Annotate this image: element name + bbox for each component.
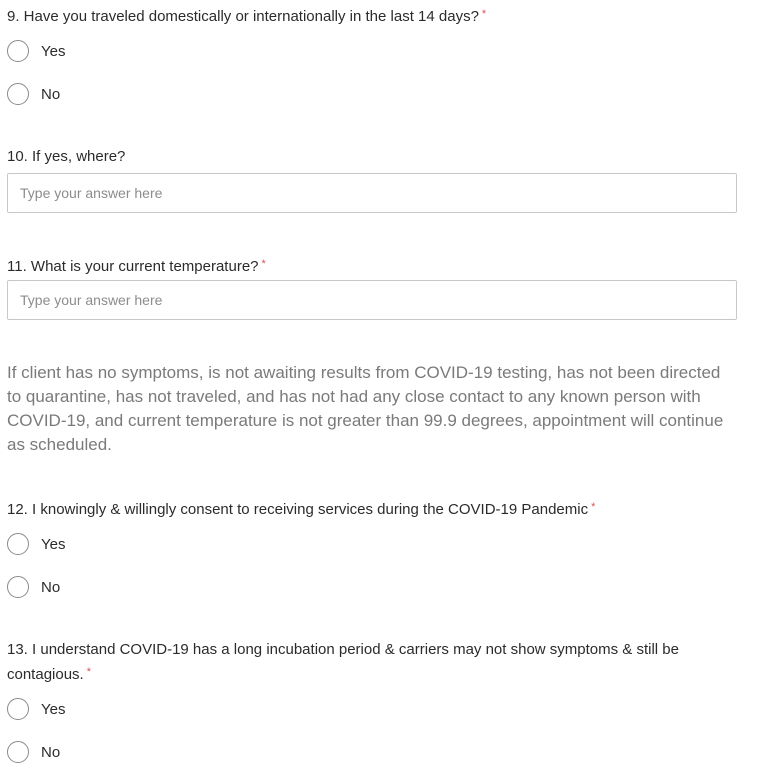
question-10-text: 10. If yes, where? (7, 148, 126, 165)
question-9-option-no[interactable] (7, 82, 60, 106)
question-9-text: 9. Have you traveled domestically or internationally in the last 14 days? (7, 8, 479, 25)
radio-button[interactable] (7, 576, 29, 598)
radio-button[interactable] (7, 741, 29, 763)
question-13-label (7, 639, 727, 686)
required-asterisk: * (261, 258, 266, 270)
question-13-option-no[interactable] (7, 740, 60, 764)
option-label: No (41, 743, 61, 761)
required-asterisk: * (591, 501, 596, 513)
option-label: No (41, 85, 61, 103)
question-9-option-yes[interactable] (7, 39, 65, 63)
question-12-option-yes[interactable] (7, 532, 65, 556)
radio-button[interactable] (7, 83, 29, 105)
required-asterisk: * (86, 666, 92, 678)
question-10-answer-input[interactable] (7, 173, 737, 213)
question-12-label (7, 496, 595, 521)
option-label: Yes (41, 700, 66, 718)
question-11-label (7, 253, 266, 278)
question-11-text: 11. What is your current temperature? (7, 258, 259, 275)
question-13-text: 13. I understand COVID-19 has a long incubation period & carriers may not show symptoms & still be contagious. (7, 641, 679, 683)
question-10-label (7, 146, 125, 168)
required-asterisk: * (481, 8, 487, 20)
radio-button[interactable] (7, 533, 29, 555)
radio-button[interactable] (7, 698, 29, 720)
option-label: Yes (41, 42, 66, 60)
info-paragraph: If client has no symptoms, is not awaiting results from COVID-19 testing, has not been directed to quarantine, has not traveled, and has not had any close contact to any known person with COVID-19, and current temperature is not greater than 99.9 degrees, appointment will continue as scheduled. (7, 363, 724, 454)
question-11-answer-input[interactable] (7, 280, 737, 320)
option-label: Yes (41, 535, 66, 553)
question-9-label (7, 3, 486, 28)
option-label: No (41, 578, 61, 596)
question-13-option-yes[interactable] (7, 697, 65, 721)
question-12-text: 12. I knowingly & willingly consent to receiving services during the COVID-19 Pandemic (7, 501, 589, 518)
radio-button[interactable] (7, 40, 29, 62)
question-12-option-no[interactable] (7, 575, 60, 599)
